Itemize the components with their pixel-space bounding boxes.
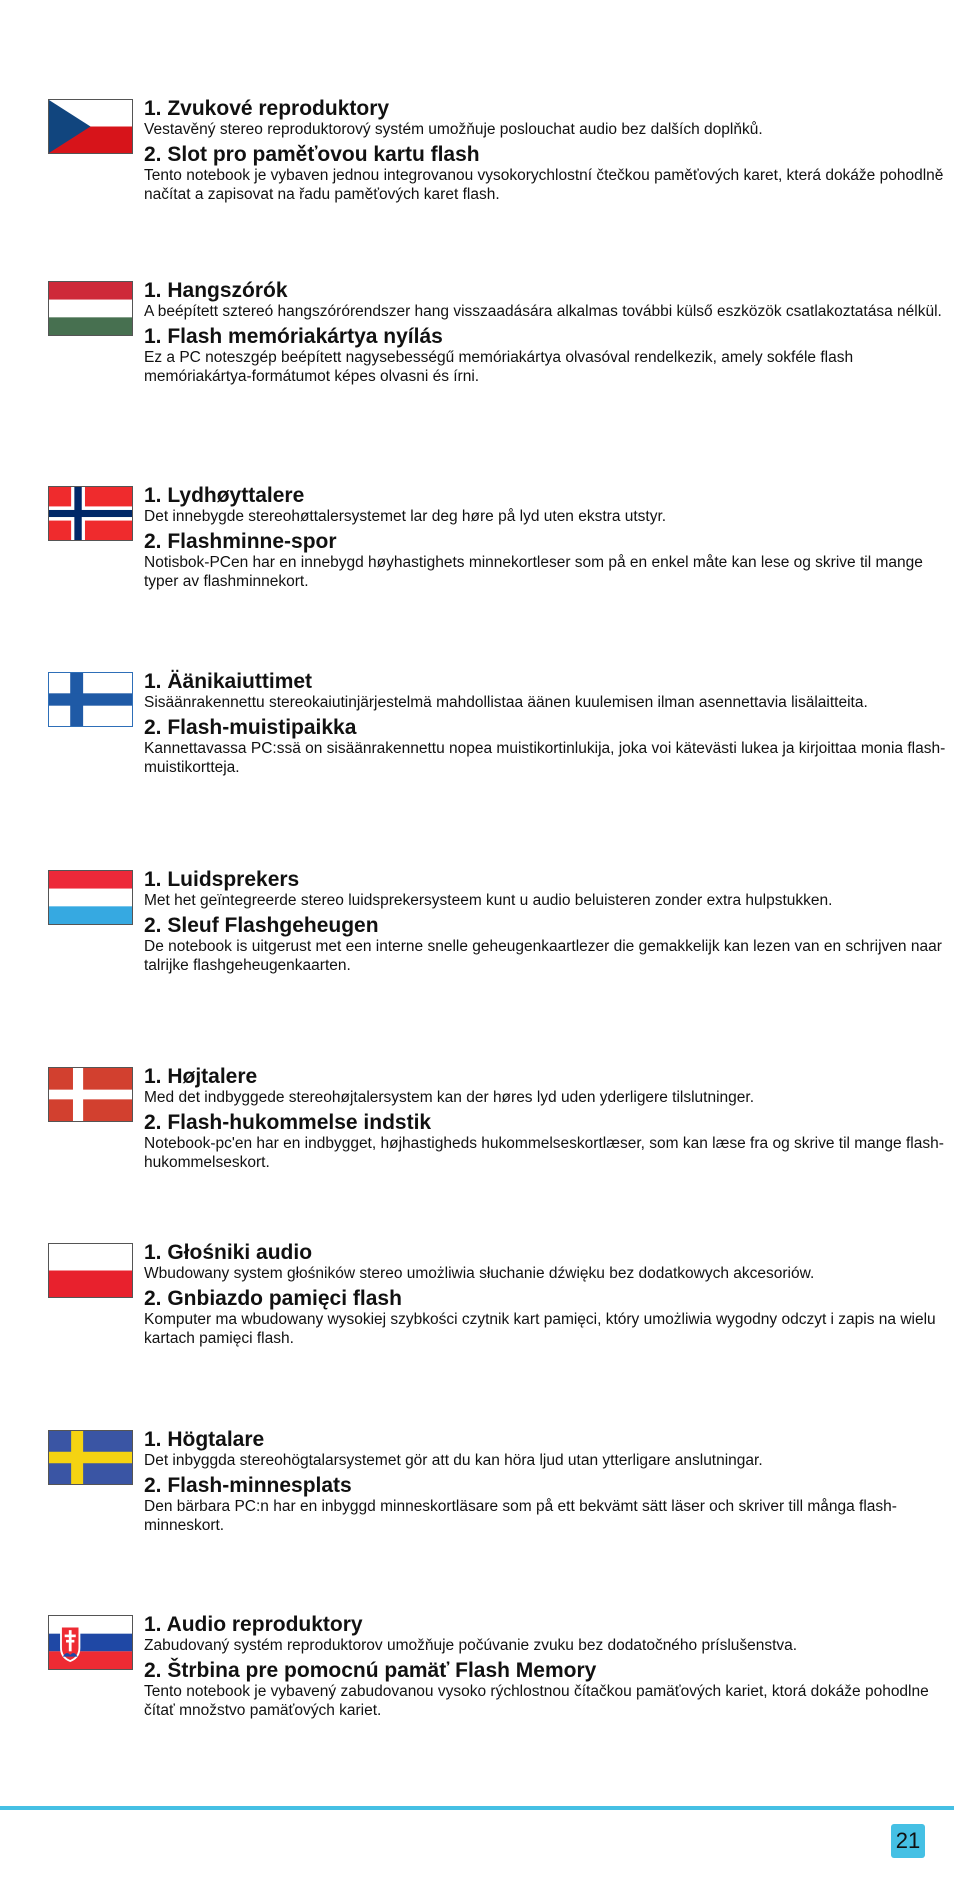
- sweden-flag-icon: [48, 1430, 133, 1485]
- section-heading-2: 2. Slot pro paměťovou kartu flash: [144, 143, 480, 166]
- section-heading-2: 2. Gnbiazdo pamięci flash: [144, 1287, 402, 1310]
- section-heading-1: 1. Højtalere: [144, 1065, 258, 1088]
- section-heading-1: 1. Hangszórók: [144, 279, 288, 302]
- section-paragraph-2: De notebook is uitgerust met een interne snelle geheugenkaartlezer die gemakkelijk kan lezen van en schrijven naar talrijke flashgeheugenkaarten.: [144, 938, 942, 974]
- footer-rule: [0, 1806, 954, 1810]
- section-paragraph-2: Komputer ma wbudowany wysokiej szybkości czytnik kart pamięci, który umożliwia wygodny odczyt i zapis na wielu kartach pamięci flash.: [144, 1311, 936, 1347]
- page-number: 21: [891, 1824, 925, 1858]
- poland-flag-icon: [48, 1243, 133, 1298]
- section-heading-2: 2. Flash-hukommelse indstik: [144, 1111, 432, 1134]
- finland-flag-icon: [48, 672, 133, 727]
- section-paragraph-2: Tento notebook je vybaven jednou integrovanou vysokorychlostní čtečkou paměťových karet, která dokáže pohodlně načítat a zapisovat na řadu paměťových karet flash.: [144, 167, 944, 203]
- hungary-flag-icon: [48, 281, 133, 336]
- section-paragraph-1: Med det indbyggede stereohøjtalersystem kan der høres lyd uden yderligere tilslutninger.: [144, 1089, 754, 1106]
- section-paragraph-1: Met het geïntegreerde stereo luidsprekersysteem kunt u audio beluisteren zonder extra hulpstukken.: [144, 892, 833, 909]
- section-paragraph-1: Wbudowany system głośników stereo umożliwia słuchanie dźwięku bez dodatkowych akcesoriów.: [144, 1265, 815, 1282]
- section-paragraph-2: Notebook-pc'en har en indbygget, højhastigheds hukommelseskortlæser, som kan læse fra og skrive til mange flash-hukommelseskort.: [144, 1135, 944, 1171]
- slovakia-flag-icon: [48, 1615, 133, 1670]
- section-paragraph-2: Ez a PC noteszgép beépített nagysebességű memóriakártya olvasóval rendelkezik, amely sokféle flash memóriakártya-formátumot képes olvasni és írni.: [144, 349, 854, 385]
- section-paragraph-1: Zabudovaný systém reproduktorov umožňuje počúvanie zvuku bez dodatočného príslušenstva.: [144, 1637, 798, 1654]
- section-paragraph-2: Tento notebook je vybavený zabudovanou vysoko rýchlostnou čítačkou pamäťových kariet, ktorá dokáže pohodlne čítať množstvo pamäťových kariet.: [144, 1683, 929, 1719]
- section-heading-1: 1. Audio reproduktory: [144, 1613, 363, 1636]
- section-paragraph-1: Det inbyggda stereohögtalarsystemet gör att du kan höra ljud utan ytterligare anslutningar.: [144, 1452, 763, 1469]
- section-heading-2: 2. Flash-minnesplats: [144, 1474, 352, 1497]
- section-heading-2: 2. Flash-muistipaikka: [144, 716, 357, 739]
- section-heading-2: 1. Flash memóriakártya nyílás: [144, 325, 443, 348]
- section-heading-2: 2. Flashminne-spor: [144, 530, 337, 553]
- section-heading-2: 2. Sleuf Flashgeheugen: [144, 914, 379, 937]
- section-paragraph-2: Kannettavassa PC:ssä on sisäänrakennettu nopea muistikortinlukija, joka voi kätevästi lukea ja kirjoittaa monia flash-muistikortteja.: [144, 740, 946, 776]
- section-paragraph-2: Den bärbara PC:n har en inbyggd minneskortläsare som på ett bekvämt sätt läser och skriver till många flash-minneskort.: [144, 1498, 897, 1534]
- section-heading-1: 1. Głośniki audio: [144, 1241, 313, 1264]
- section-paragraph-1: Sisäänrakennettu stereokaiutinjärjestelmä mahdollistaa äänen kuulemisen ilman asennettavia lisälaitteita.: [144, 694, 868, 711]
- section-heading-1: 1. Högtalare: [144, 1428, 265, 1451]
- section-heading-1: 1. Luidsprekers: [144, 868, 300, 891]
- section-heading-1: 1. Zvukové reproduktory: [144, 97, 390, 120]
- section-heading-1: 1. Äänikaiuttimet: [144, 670, 313, 693]
- norway-flag-icon: [48, 486, 133, 541]
- denmark-flag-icon: [48, 1067, 133, 1122]
- czech-flag-icon: [48, 99, 133, 154]
- section-paragraph-1: A beépített sztereó hangszórórendszer hang visszaadására alkalmas további külső eszközök csatlakoztatása nélkül.: [144, 303, 942, 320]
- section-paragraph-1: Vestavěný stereo reproduktorový systém umožňuje poslouchat audio bez dalších doplňků.: [144, 121, 763, 138]
- netherlands-flag-icon: [48, 870, 133, 925]
- section-heading-2: 2. Štrbina pre pomocnú pamäť Flash Memory: [144, 1659, 597, 1682]
- section-paragraph-2: Notisbok-PCen har en innebygd høyhastighets minnekortleser som på en enkel måte kan lese og skrive til mange typer av flashminnekort.: [144, 554, 923, 590]
- section-heading-1: 1. Lydhøyttalere: [144, 484, 305, 507]
- section-paragraph-1: Det innebygde stereohøttalersystemet lar deg høre på lyd uten ekstra utstyr.: [144, 508, 667, 525]
